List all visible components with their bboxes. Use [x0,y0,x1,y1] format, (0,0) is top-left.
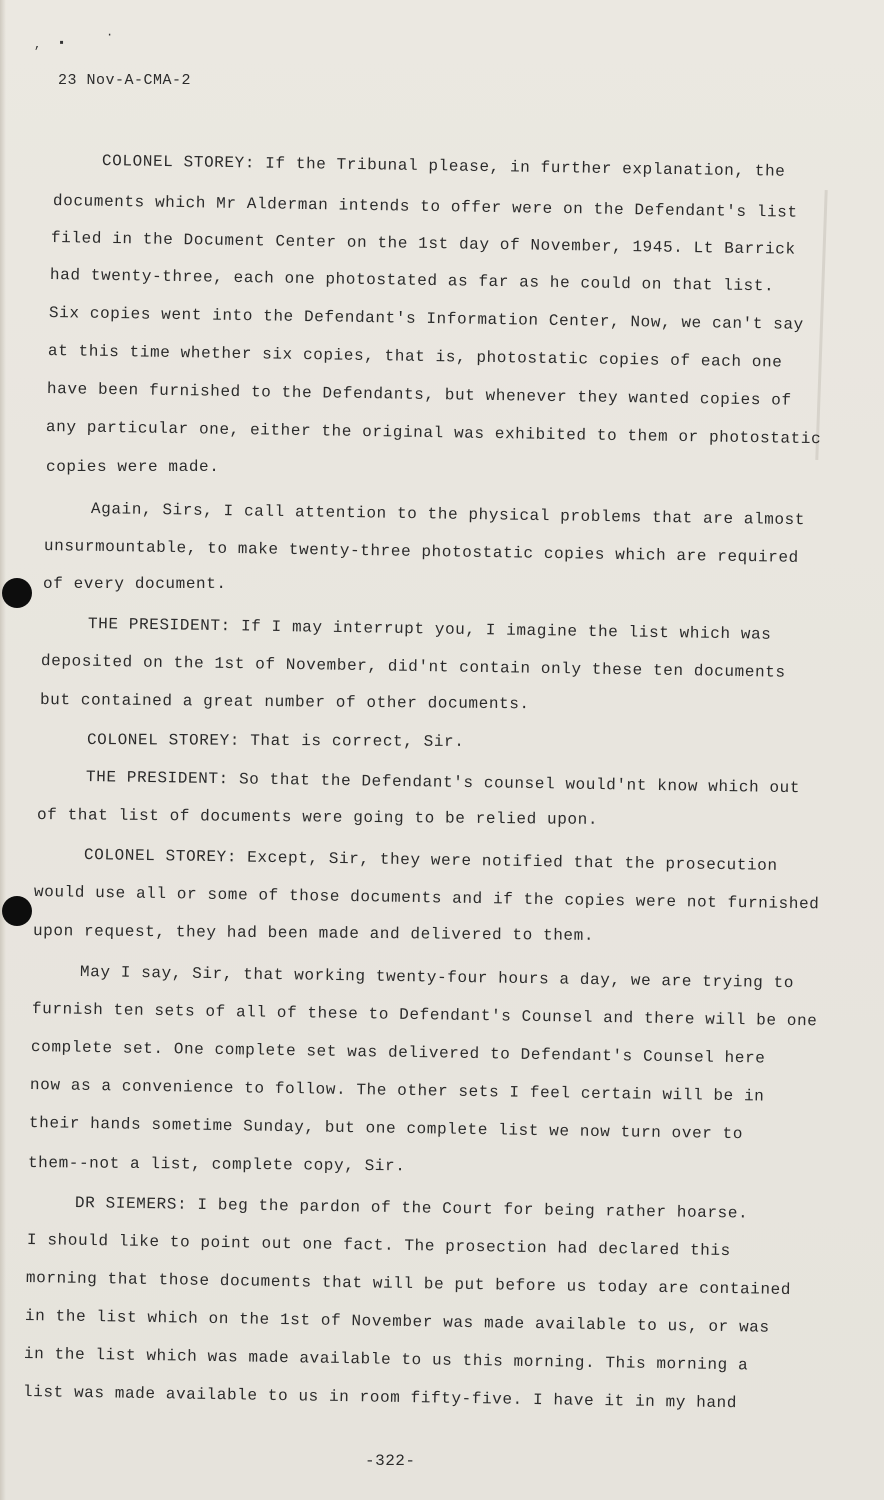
text-line: deposited on the 1st of November, did'nt contain only these ten documents [40,652,786,682]
page-edge-shadow [0,0,6,1500]
text-line: furnish ten sets of all of these to Defendant's Counsel and there will be one [31,1000,818,1031]
text-line: now as a convenience to follow. The other sets I feel certain will be in [29,1076,765,1106]
text-line: list was made available to us in room fifty-five. I have it in my hand [22,1383,738,1413]
text-line: May I say, Sir, that working twenty-four hours a day, we are trying to [79,963,795,993]
text-line: morning that those documents that will be put before us today are contained [25,1269,792,1300]
text-line: I should like to point out one fact. The prosection had declared this [26,1231,731,1261]
text-line: complete set. One complete set was delivered to Defendant's Counsel here [30,1038,766,1068]
text-line: in the list which on the 1st of November was made available to us, or was [24,1307,770,1337]
text-line: in the list which was made available to us this morning. This morning a [23,1345,749,1375]
text-line: copies were made. [46,458,220,476]
ink-speck: , [34,38,42,52]
page-number: -322- [365,1452,416,1470]
text-line: filed in the Document Center on the 1st day of November, 1945. Lt Barrick [50,229,796,259]
punch-hole [2,578,32,608]
text-line: any particular one, either the original was exhibited to them or photostatic [45,418,822,449]
text-line: unsurmountable, to make twenty-three photostatic copies which are required [43,537,799,567]
text-line: their hands sometime Sunday, but one complete list we now turn over to [28,1114,744,1144]
text-line: Six copies went into the Defendant's Information Center, Now, we can't say [48,304,804,334]
punch-hole [2,896,32,926]
text-line: COLONEL STOREY: Except, Sir, they were notified that the prosecution [83,846,778,875]
text-line: documents which Mr Alderman intends to offer were on the Defendant's list [52,192,798,222]
text-line: would use all or some of those documents and if the copies were not furnished [33,883,820,914]
ink-speck: ▪ [58,36,66,50]
text-line: THE PRESIDENT: So that the Defendant's counsel would'nt know which out [85,768,801,798]
text-line: have been furnished to the Defendants, but whenever they wanted copies of [46,380,792,410]
text-line: THE PRESIDENT: If I may interrupt you, I imagine the list which was [87,615,772,644]
document-reference: 23 Nov-A-CMA-2 [58,72,192,89]
text-line: but contained a great number of other documents. [39,691,530,714]
text-line: Again, Sirs, I call attention to the physical problems that are almost [90,500,806,530]
ink-speck: · [106,28,114,42]
text-line: had twenty-three, each one photostated as far as he could on that list. [49,266,775,296]
text-line: of that list of documents were going to be relied upon. [36,806,599,829]
text-line: COLONEL STOREY: If the Tribunal please, in further explanation, the [101,152,786,181]
text-line: them--not a list, complete copy, Sir. [27,1154,406,1176]
text-line: at this time whether six copies, that is, photostatic copies of each one [47,342,783,372]
text-line: COLONEL STOREY: That is correct, Sir. [86,731,465,751]
margin-mark [815,190,827,460]
text-line: of every document. [43,575,227,593]
text-line: upon request, they had been made and delivered to them. [32,922,595,945]
text-line: DR SIEMERS: I beg the pardon of the Court for being rather hoarse. [74,1194,749,1223]
